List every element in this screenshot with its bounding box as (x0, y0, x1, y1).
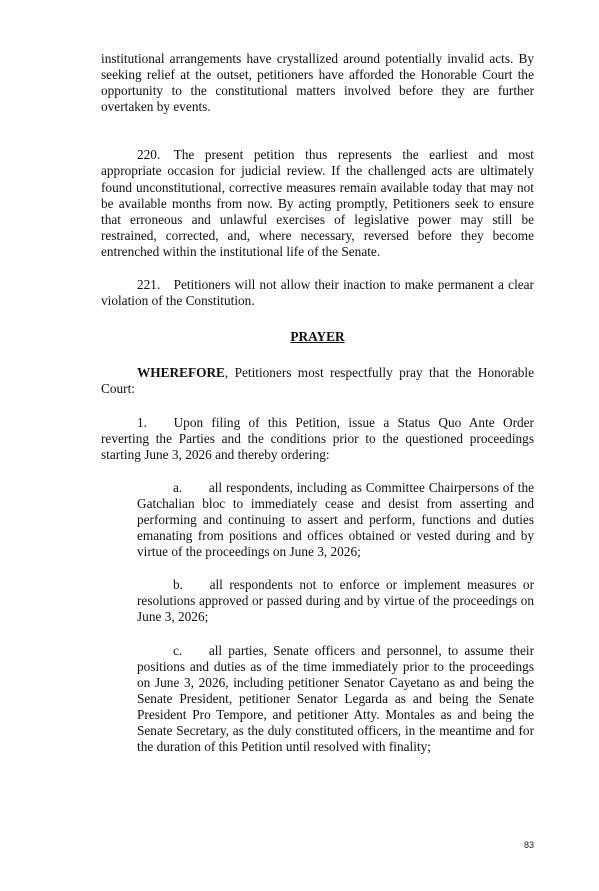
prayer-heading-line (101, 329, 534, 345)
wherefore-paragraph (101, 365, 534, 397)
prayer-item-c: c. all parties, Senate officers and personnel, to assume their positions and duties as of the time immediately prior to the proceedings on June 3, 2026, including petitioner Senator Cayetano as and being the Senate President, petitioner Senator Legarda as and being the Senate President Pro Tempore, and petitioner Atty. Montales as and being the Senate Secretary, as the duly constituted officers, in the meantime and for the duration of this Petition until resolved with finality; (137, 642, 534, 755)
paragraph-continuation: institutional arrangements have crystallized around potentially invalid acts. By seeking relief at the outset, petitioners have afforded the Honorable Court the opportunity to the constitutional matters involved before they are further overtaken by events. (101, 51, 534, 115)
wherefore-text: , Petitioners most respectfully pray that the Honorable Court: (101, 365, 534, 397)
paragraph-220: 220. The present petition thus represents the earliest and most appropriate occasion for judicial review. If the challenged acts are ultimately found unconstitutional, corrective measures remain available today that may not be available months from now. By acting promptly, Petitioners seek to ensure that erroneous and unlawful exercises of legislative power may still be restrained, corrected, and, where necessary, reversed before they become entrenched within the institutional life of the Senate. (101, 147, 534, 259)
prayer-heading: PRAYER (290, 329, 345, 345)
prayer-item-a: a. all respondents, including as Committee Chairpersons of the Gatchalian bloc to immediately cease and desist from asserting and performing and continuing to assert and perform, functions and duties emanating from positions and offices obtained or vested during and by virtue of the proceedings on June 3, 2026; (137, 479, 534, 560)
paragraph-221: 221. Petitioners will not allow their inaction to make permanent a clear violation of the Constitution. (101, 277, 534, 309)
page-number: 83 (523, 840, 534, 850)
prayer-item-b: b. all respondents not to enforce or implement measures or resolutions approved or passed during and by virtue of the proceedings on June 3, 2026; (137, 577, 534, 625)
prayer-item-1: 1. Upon filing of this Petition, issue a Status Quo Ante Order reverting the Parties and the conditions prior to the questioned proceedings starting June 3, 2026 and thereby ordering: (101, 414, 534, 462)
wherefore-keyword: WHEREFORE (137, 365, 225, 381)
document-page (101, 51, 534, 755)
